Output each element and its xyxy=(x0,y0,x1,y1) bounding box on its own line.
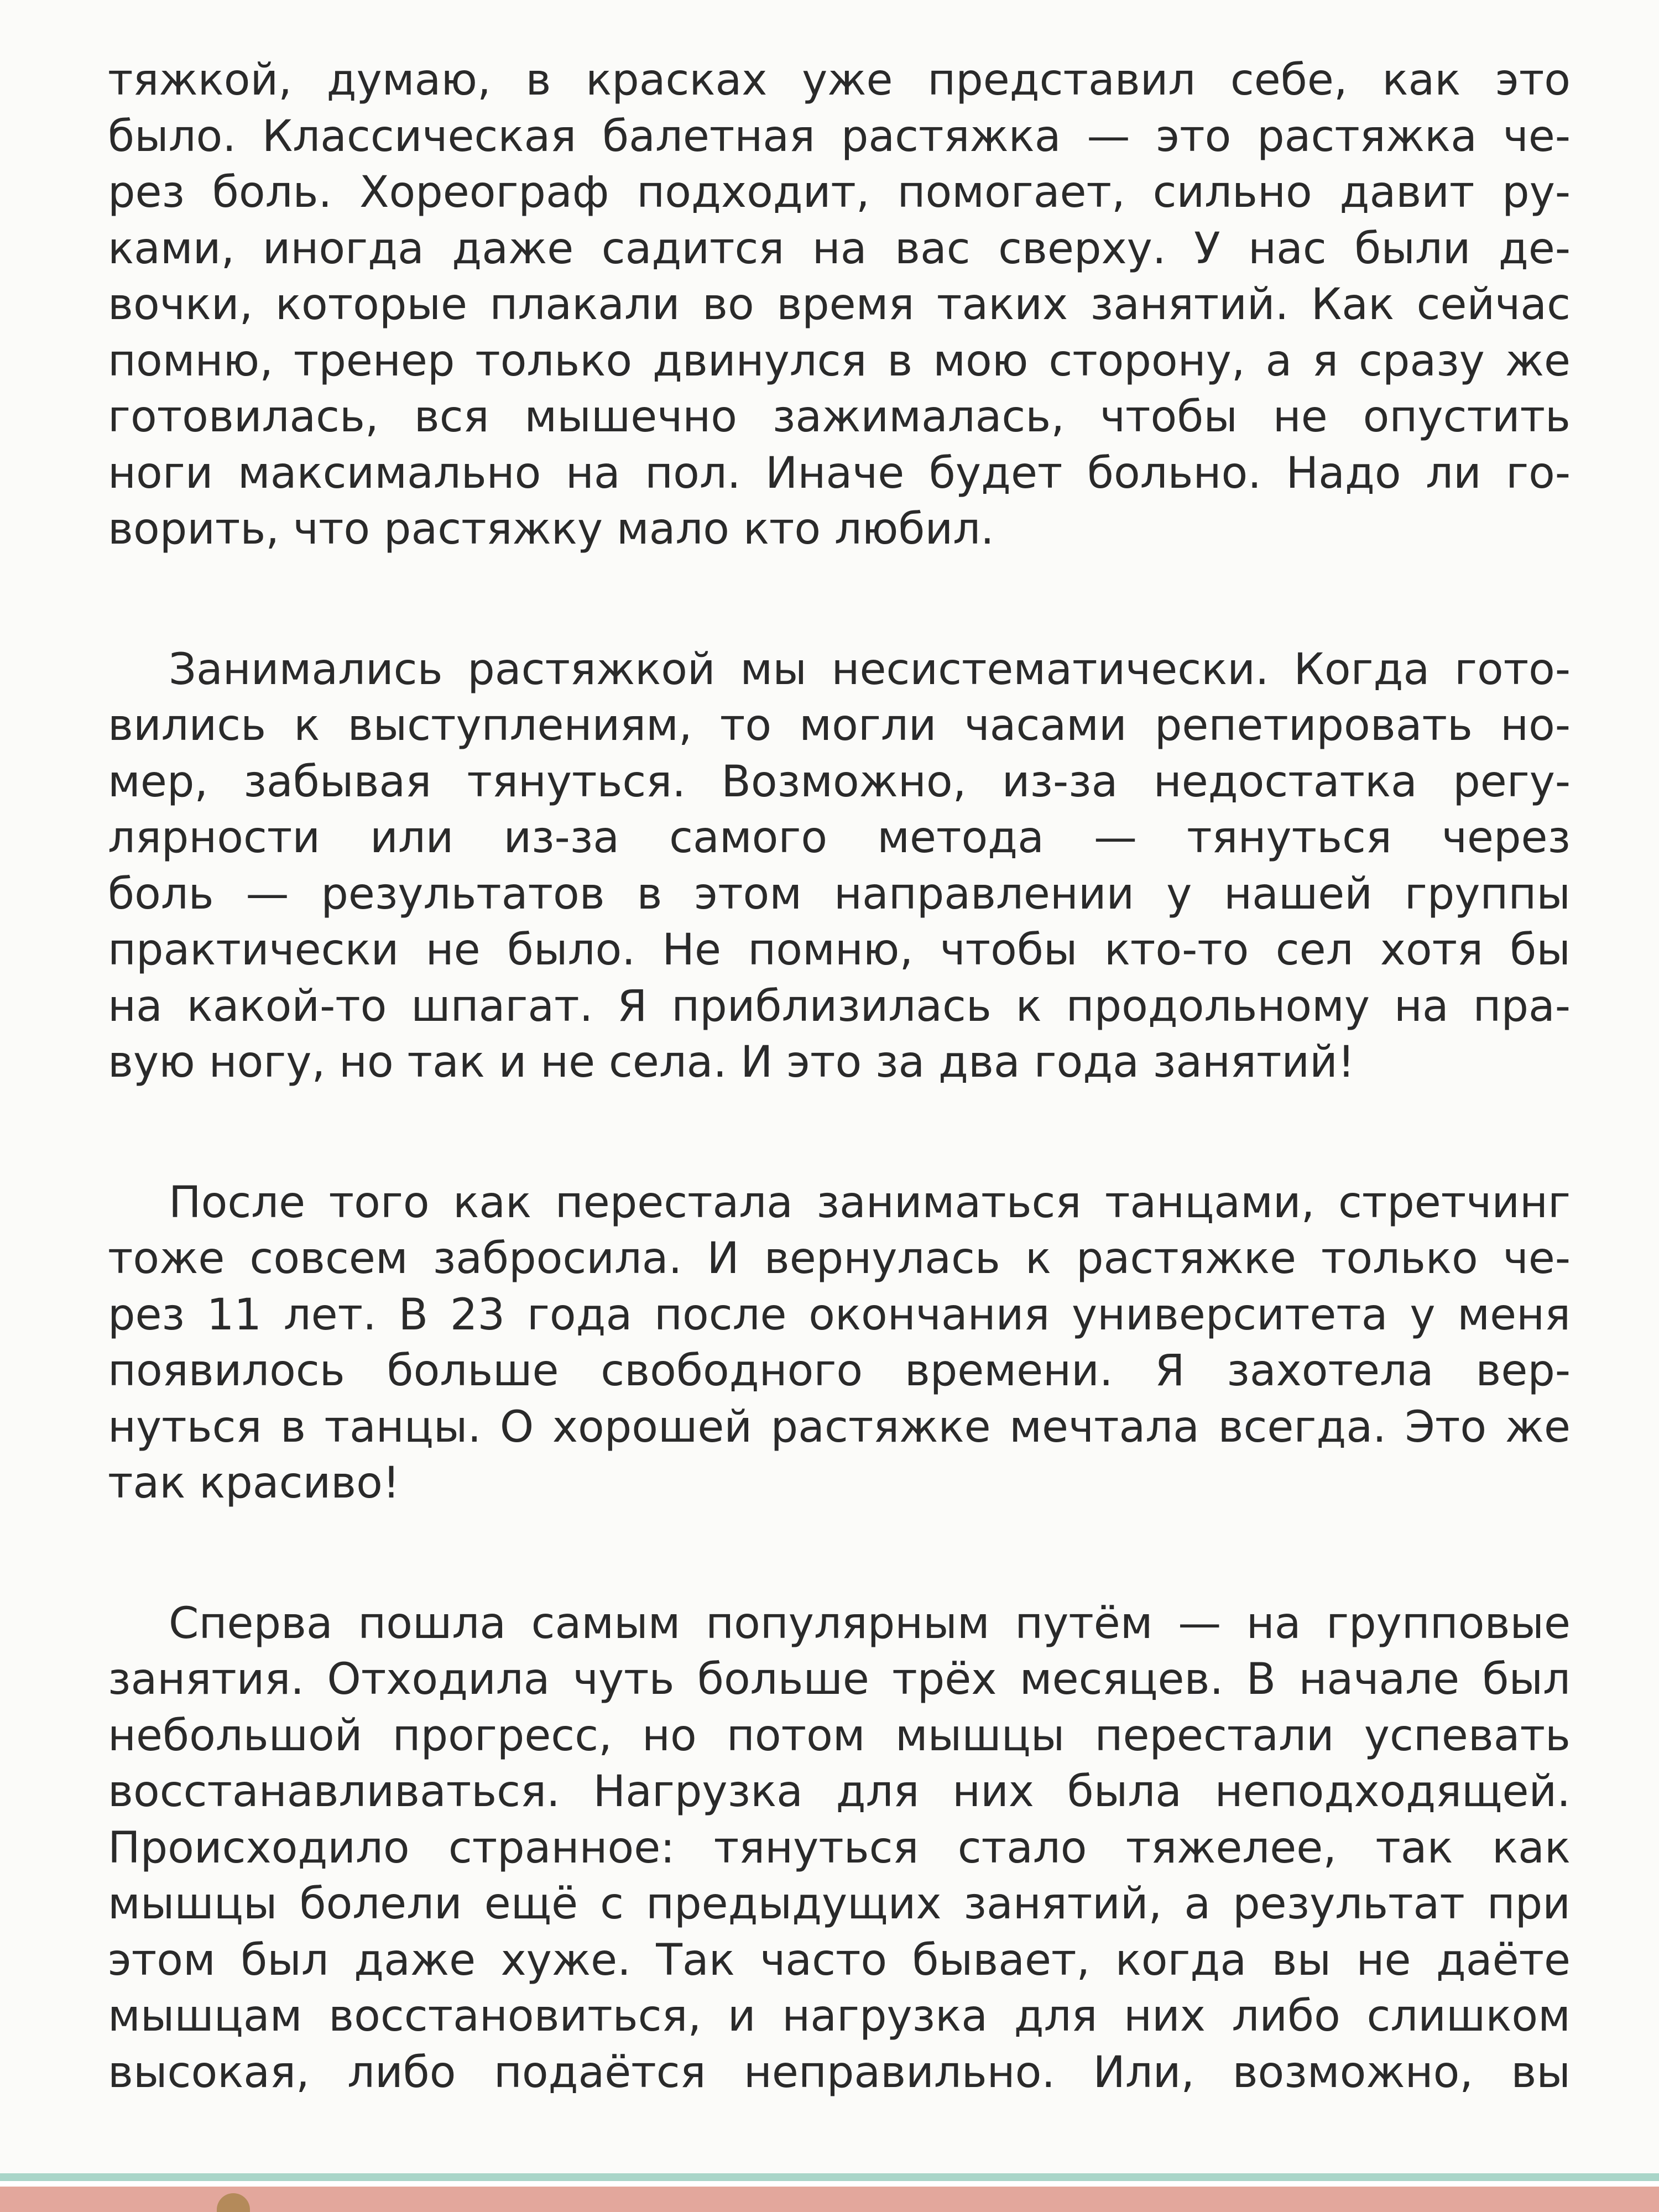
paragraph-4 xyxy=(108,1596,1571,2101)
text-line: Занимались растяжкой мы несистематически. Когда гото- xyxy=(169,644,1571,695)
text-line: боль — результатов в этом направлении у нашей группы xyxy=(108,869,1571,919)
book-page-body xyxy=(108,53,1571,2101)
text-line: небольшой прогресс, но потом мышцы перестали успевать xyxy=(108,1710,1571,1761)
green-stripe xyxy=(0,2173,1659,2181)
text-line: мер, забывая тянуться. Возможно, из-за недостатка регу- xyxy=(108,757,1571,807)
text-line: так красиво! xyxy=(108,1458,400,1508)
text-line: мышцам восстановиться, и нагрузка для них либо слишком xyxy=(108,1991,1571,2041)
paragraph-1 xyxy=(108,53,1571,558)
text-line: помню, тренер только двинулся в мою сторону, а я сразу же xyxy=(108,336,1571,386)
text-line: на какой-то шпагат. Я приблизилась к продольному на пра- xyxy=(108,981,1571,1031)
text-line: готовилась, вся мышечно зажималась, чтобы не опустить xyxy=(108,392,1571,442)
text-line: вочки, которые плакали во время таких занятий. Как сейчас xyxy=(108,280,1571,330)
paragraph-gap xyxy=(108,1512,1571,1596)
text-line: вились к выступлениям, то могли часами репетировать но- xyxy=(108,701,1571,750)
text-line: было. Классическая балетная растяжка — это растяжка че- xyxy=(108,111,1571,161)
text-line: этом был даже хуже. Так часто бывает, когда вы не даёте xyxy=(108,1935,1571,1985)
text-line: появилось больше свободного времени. Я захотела вер- xyxy=(108,1346,1571,1396)
text-line: вую ногу, но так и не села. И это за два года занятий! xyxy=(108,1037,1355,1087)
footer-decorative-stripes xyxy=(0,2173,1659,2212)
white-stripe xyxy=(0,2181,1659,2187)
text-line: тяжкой, думаю, в красках уже представил себе, как это xyxy=(108,55,1571,105)
paragraph-gap xyxy=(108,1091,1571,1175)
text-line: Сперва пошла самым популярным путём — на групповые xyxy=(169,1598,1571,1648)
paragraph-gap xyxy=(108,558,1571,642)
text-line: занятия. Отходила чуть больше трёх месяцев. В начале был xyxy=(108,1655,1571,1704)
text-line: ворить, что растяжку мало кто любил. xyxy=(108,504,994,554)
text-line: нуться в танцы. О хорошей растяжке мечтала всегда. Это же xyxy=(108,1402,1571,1452)
text-line: практически не было. Не помню, чтобы кто-то сел хотя бы xyxy=(108,925,1571,975)
text-line: восстанавливаться. Нагрузка для них была неподходящей. xyxy=(108,1767,1571,1817)
text-line: мышцы болели ещё с предыдущих занятий, а результат при xyxy=(108,1879,1571,1929)
text-line: рез 11 лет. В 23 года после окончания университета у меня xyxy=(108,1290,1571,1340)
text-line: ками, иногда даже садится на вас сверху. У нас были де- xyxy=(108,223,1571,274)
text-line: лярности или из-за самого метода — тянуться через xyxy=(108,813,1571,863)
text-line: высокая, либо подаётся неправильно. Или, возможно, вы xyxy=(108,2047,1571,2098)
text-line: рез боль. Хореограф подходит, помогает, сильно давит ру- xyxy=(108,168,1571,217)
text-line: После того как перестала заниматься танцами, стретчинг xyxy=(169,1177,1571,1228)
text-line: Происходило странное: тянуться стало тяжелее, так как xyxy=(108,1823,1571,1873)
text-line: ноги максимально на пол. Иначе будет больно. Надо ли го- xyxy=(108,448,1571,498)
paragraph-3 xyxy=(108,1175,1571,1512)
paragraph-2 xyxy=(108,642,1571,1091)
text-line: тоже совсем забросила. И вернулась к растяжке только че- xyxy=(108,1234,1571,1284)
